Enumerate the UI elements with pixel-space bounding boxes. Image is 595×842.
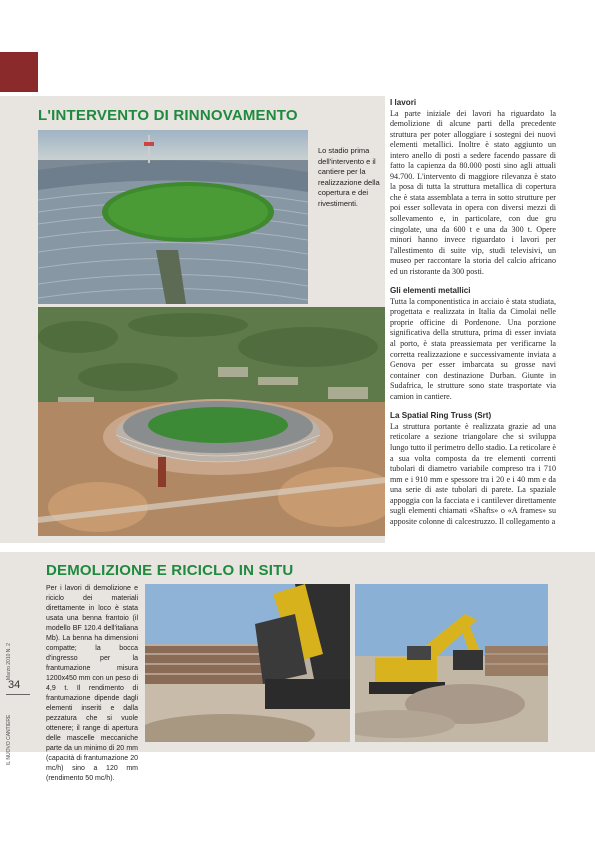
section-title-demolition: DEMOLIZIONE E RICICLO IN SITU <box>46 562 294 579</box>
photo-crusher-bucket <box>145 584 350 742</box>
photo-construction-aerial <box>38 307 385 536</box>
photo-stadium-before <box>38 130 308 304</box>
corner-color-tab <box>0 52 38 92</box>
paragraph-elementi-metallici: Tutta la componentistica in acciaio è stata studiata, progettata e realizzata in Italia da Cimolai nelle proprie officine di Pordenone. Una porzione significativa della struttura, prima di esser inviata al porto, è stata preassiemata per verificarne la corretta realizzazione e successivamente inviata a Genova per esser imbarcata su grosse navi container con destinazione Durban. Giunte in Sudafrica, le strutture sono state trasportate via camion in cantiere. <box>390 296 556 401</box>
section-title-renovation: L'INTERVENTO DI RINNOVAMENTO <box>38 107 298 124</box>
heading-spatial-ring-truss: La Spatial Ring Truss (Srt) <box>390 411 492 421</box>
page-number: 34 <box>8 679 21 691</box>
photo-excavator <box>355 584 548 742</box>
demolition-text: Per i lavori di demolizione e riciclo dei materiali direttamente in loco è stata usata una benna frantoio (il modello BF 120.4 dell'italiana Mb). La benna ha dimensioni compatte; la bocca d'ingresso per la frantumazione misura 1200x450 mm con un peso di 4,9 t. Il rendimento di frantumazione dipende dagli elementi inseriti e dalla pezzatura che si vuole ottenere; il range di apertura delle mascelle meccaniche parte da un minimo di 20 mm (capacità di frantumazione 20 mc/h) sino a 120 mm (rendimento 50 mc/h). <box>46 585 138 782</box>
issue-marker <box>6 640 16 770</box>
paragraph-lavori: La parte iniziale dei lavori ha riguardato la demolizione di alcune parti della precedente struttura per poter alloggiare i sostegni dei nuovi elementi metallici. Inoltre è stato aggiunto un intero anello di posti a sedere facendo passare di fatto la capienza da 80.000 posti sino agli attuali 94.700. L'intervento di maggiore rilevanza è stato la posa di tutta la struttura metallica di copertura che è stata assemblata a terra in sotto strutture per poi esser sollevata in opera con diversi mezzi di sollevamento e, in particolare, con due gru cingolate, una da 600 t e una da 300 t. Opere minori hanno invece riguardato i lavori per l'allestimento di suite vip, studi televisivi, un museo per raccontare la storia del calcio africano ed un ristorante da 300 posti. <box>390 108 556 276</box>
photo-caption: Lo stadio prima dell'intervento e il cantiere per la realizzazione della copertura e dei rivestimenti. <box>318 146 380 208</box>
paragraph-spatial-ring-truss: La struttura portante è realizzata grazie ad una reticolare a sezione triangolare che si sviluppa lungo tutto il perimetro dello stadio. La reticolare è a sua volta composta da tre elementi correnti tubolari di diametro variabile compreso tra i 710 mm e i 910 mm e spessore tra i 20 e i 40 mm e da una serie di aste tubolari di parete. La spaziale appoggia con la facciata e i cantilever direttamente sugli elementi chiamati «Shafts» o «A frames» su apposite colonne di calcestruzzo. Il collegamento a <box>390 421 556 526</box>
heading-lavori: I lavori <box>390 98 417 107</box>
article-text <box>390 98 556 536</box>
issue-date: Marzo 2010 N. 2 <box>6 643 12 680</box>
magazine-name: IL NUOVO CANTIERE <box>6 714 12 765</box>
heading-elementi-metallici: Gli elementi metallici <box>390 286 471 296</box>
